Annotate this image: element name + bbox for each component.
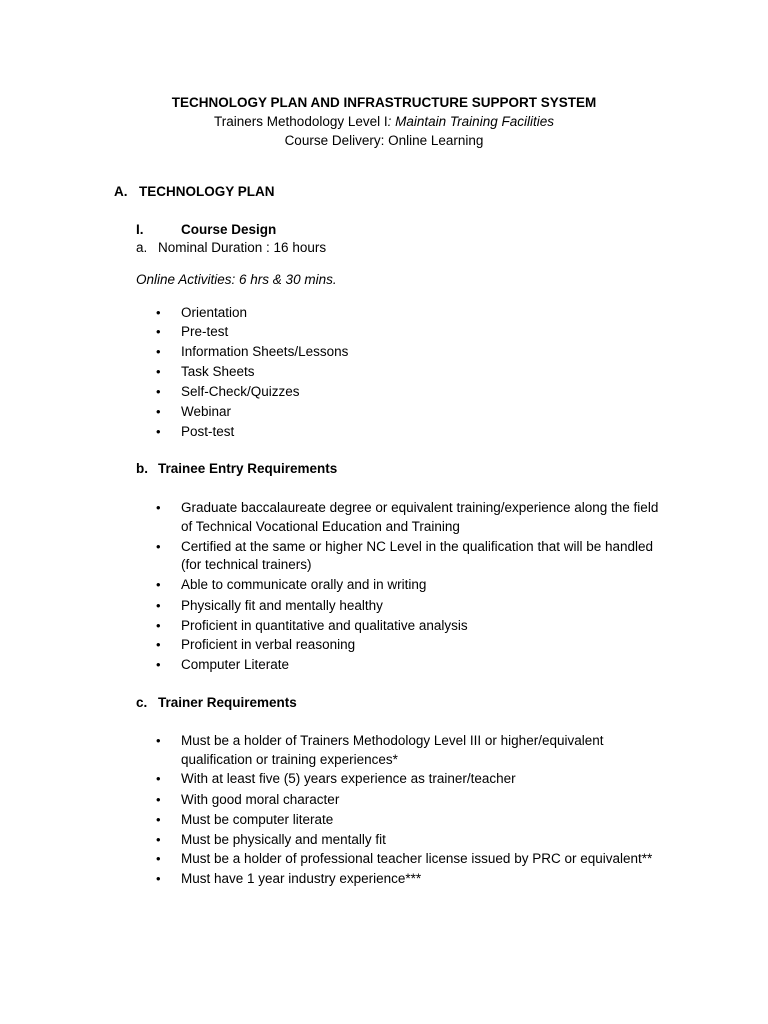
bullet-icon: • — [156, 618, 161, 633]
trainer-requirements-heading: Trainer Requirements — [158, 695, 297, 710]
bullet-icon: • — [156, 384, 161, 399]
bullet-icon: • — [156, 324, 161, 339]
online-activities-label: Online Activities: 6 hrs & 30 mins. — [136, 272, 337, 287]
bullet-icon: • — [156, 851, 161, 866]
bullet-icon: • — [156, 598, 161, 613]
course-delivery: Course Delivery: Online Learning — [284, 133, 484, 148]
section-a-title: TECHNOLOGY PLAN — [139, 184, 275, 199]
bullet-icon: • — [156, 539, 161, 554]
bullet-icon: • — [156, 871, 161, 886]
subtitle-prefix: Trainers Methodology Level I — [214, 114, 388, 129]
bullet-icon: • — [156, 577, 161, 592]
bullet-icon: • — [156, 792, 161, 807]
trainee-requirements-heading: Trainee Entry Requirements — [158, 461, 338, 476]
section-a-letter: A. — [114, 184, 128, 199]
bullet-icon: • — [156, 733, 161, 748]
duration-letter: a. — [136, 240, 148, 255]
bullet-icon: • — [156, 657, 161, 672]
bullet-icon: • — [156, 424, 161, 439]
part-i-numeral: I. — [136, 222, 144, 237]
bullet-icon: • — [156, 771, 161, 786]
bullet-icon: • — [156, 500, 161, 515]
bullet-icon: • — [156, 832, 161, 847]
subtitle-colon: : — [387, 114, 392, 129]
document-subtitle — [0, 114, 768, 129]
bullet-icon: • — [156, 637, 161, 652]
nominal-duration: Nominal Duration : 16 hours — [158, 240, 327, 255]
bullet-icon: • — [156, 344, 161, 359]
bullet-icon: • — [156, 812, 161, 827]
trainee-letter: b. — [136, 461, 148, 476]
part-i-title: Course Design — [181, 222, 277, 237]
trainer-letter: c. — [136, 695, 148, 710]
bullet-icon: • — [156, 364, 161, 379]
document-title: TECHNOLOGY PLAN AND INFRASTRUCTURE SUPPORT SYSTEM — [171, 95, 597, 110]
bullet-icon: • — [156, 305, 161, 320]
subtitle-course: Maintain Training Facilities — [395, 114, 554, 129]
bullet-icon: • — [156, 404, 161, 419]
